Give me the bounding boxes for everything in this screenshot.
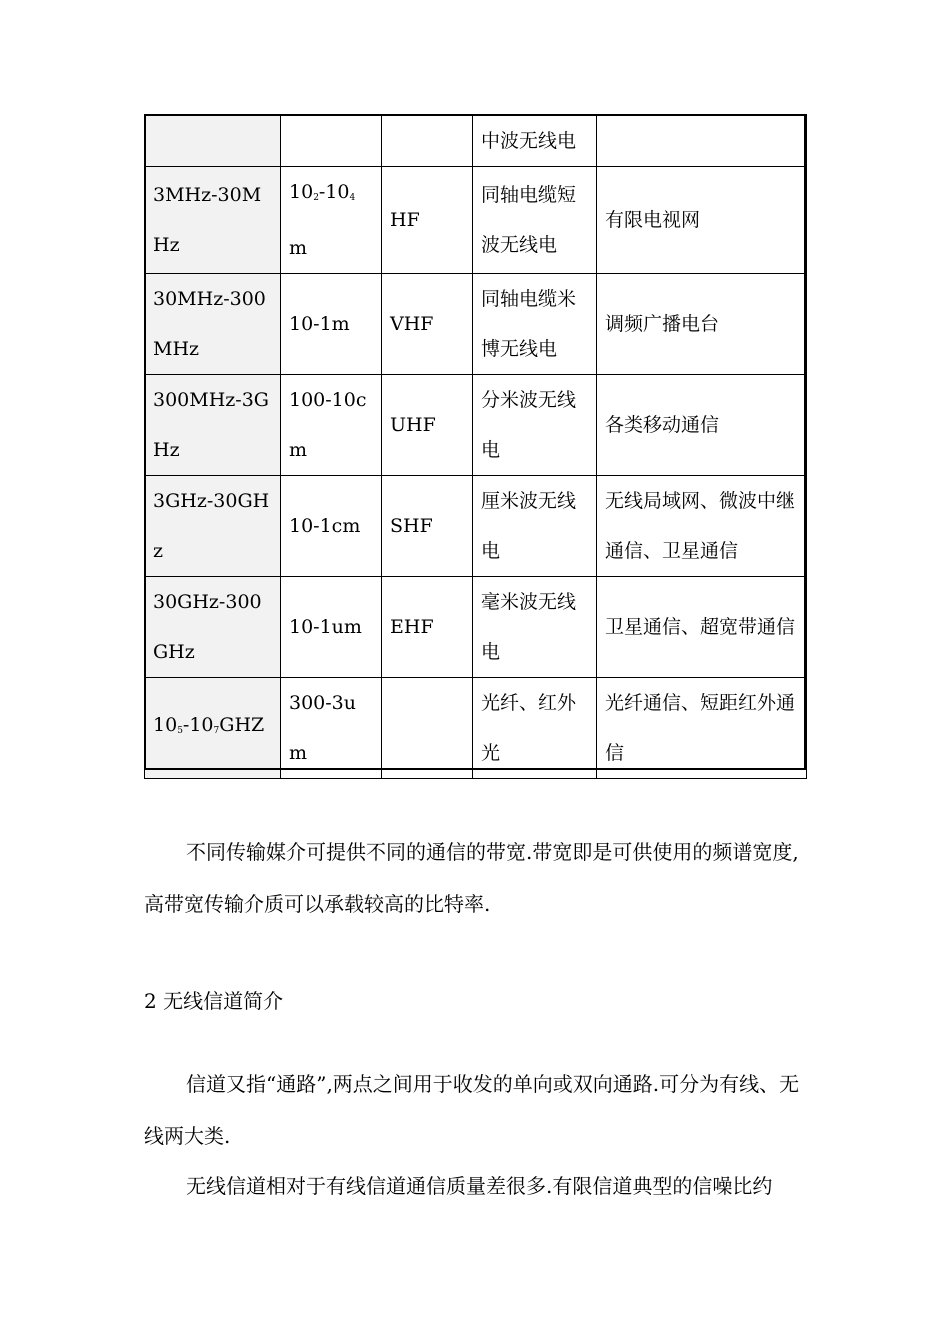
table-cell: 3MHz-30MHz <box>145 167 281 274</box>
section-heading: 2 无线信道简介 <box>144 989 284 1013</box>
frequency-table <box>144 114 807 779</box>
table-cell: 同轴电缆米博无线电 <box>473 274 597 375</box>
table-cell <box>597 115 807 167</box>
table-cell: 光纤、红外光 <box>473 678 597 779</box>
table-row <box>145 678 807 779</box>
table-cell: HF <box>382 167 473 274</box>
paragraph-wireless-quality: 无线信道相对于有线信道通信质量差很多.有限信道典型的信噪比约 <box>186 1174 773 1198</box>
table-row <box>145 167 807 274</box>
table-cell: 厘米波无线电 <box>473 476 597 577</box>
table-cell: 3GHz-30GHz <box>145 476 281 577</box>
table-cell <box>382 115 473 167</box>
table-cell: UHF <box>382 375 473 476</box>
table-row <box>145 577 807 678</box>
table-cell: EHF <box>382 577 473 678</box>
table-cell <box>281 115 382 167</box>
table-cell: 有限电视网 <box>597 167 807 274</box>
table-cell: 10-1cm <box>281 476 382 577</box>
table-cell: 光纤通信、短距红外通信 <box>597 678 807 779</box>
table-cell: VHF <box>382 274 473 375</box>
table-cell: 300MHz-3GHz <box>145 375 281 476</box>
table-cell <box>382 678 473 779</box>
table-cell: SHF <box>382 476 473 577</box>
table-cell: $10_2-10_4m$ <box>281 167 382 274</box>
table-cell: 卫星通信、超宽带通信 <box>597 577 807 678</box>
table-cell: 30GHz-300GHz <box>145 577 281 678</box>
table-cell: $10_5-10_7GHZ$ <box>145 678 281 779</box>
table-row <box>145 115 807 167</box>
table-cell: 各类移动通信 <box>597 375 807 476</box>
table-cell: 同轴电缆短波无线电 <box>473 167 597 274</box>
table-cell <box>145 115 281 167</box>
table-cell: 100-10cm <box>281 375 382 476</box>
table-cell: 300-3um <box>281 678 382 779</box>
table-row <box>145 375 807 476</box>
paragraph-bandwidth: 不同传输媒介可提供不同的通信的带宽.带宽即是可供使用的频谱宽度,高带宽传输介质可以承载较高的比特率. <box>144 840 799 916</box>
table-cell: 无线局域网、微波中继通信、卫星通信 <box>597 476 807 577</box>
paragraph-channel-definition: 信道又指“通路”,两点之间用于收发的单向或双向通路.可分为有线、无线两大类. <box>144 1072 800 1148</box>
table-cell: 分米波无线电 <box>473 375 597 476</box>
table-cell: 10-1m <box>281 274 382 375</box>
table-cell: 30MHz-300MHz <box>145 274 281 375</box>
table-cell: 中波无线电 <box>473 115 597 167</box>
table-cell: 10-1um <box>281 577 382 678</box>
table-row <box>145 476 807 577</box>
table-row <box>145 274 807 375</box>
table-cell: 毫米波无线电 <box>473 577 597 678</box>
table-cell: 调频广播电台 <box>597 274 807 375</box>
